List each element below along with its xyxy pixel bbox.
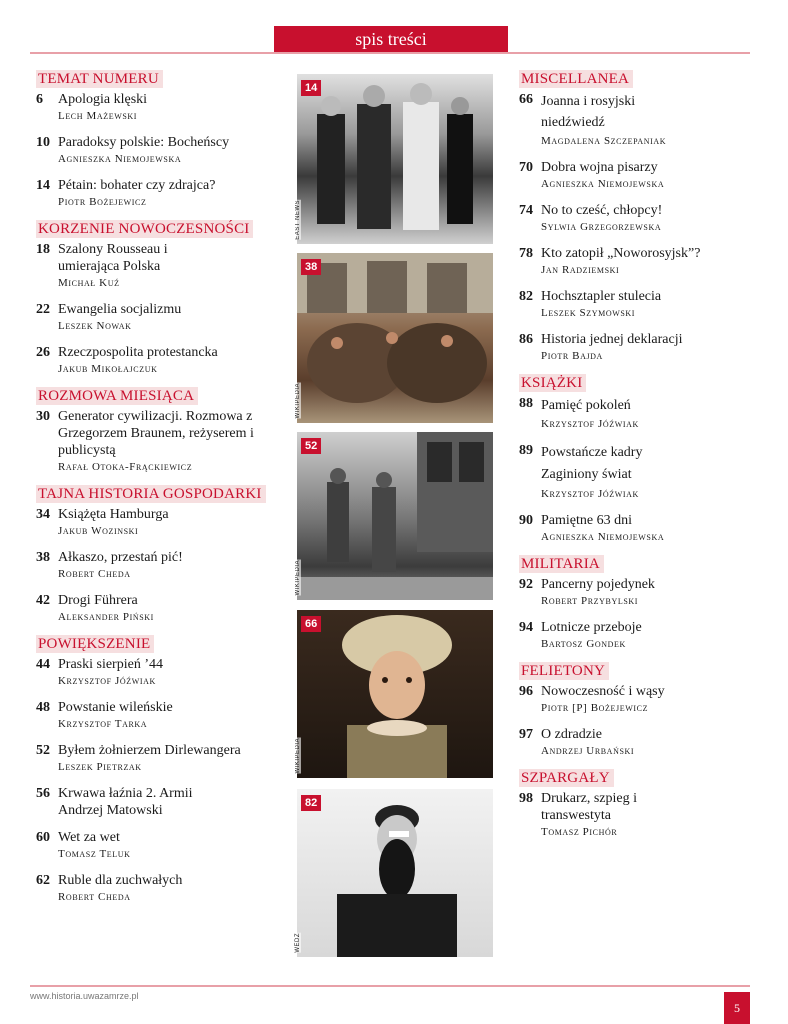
article-title: Powstanie wileńskie xyxy=(58,700,173,715)
toc-entry[interactable] xyxy=(519,576,754,609)
article-title: Praski sierpień ’44 xyxy=(58,657,163,672)
page-number: 6 xyxy=(36,92,43,107)
toc-entry[interactable] xyxy=(519,726,754,759)
toc-entry[interactable] xyxy=(519,683,754,716)
toc-entry[interactable] xyxy=(519,288,754,321)
page-number: 18 xyxy=(36,242,50,257)
page-number: 89 xyxy=(519,443,533,458)
page-number: 97 xyxy=(519,727,533,742)
section-heading: MISCELLANEA xyxy=(519,70,633,88)
article-author: Jan Radziemski xyxy=(541,264,620,276)
section-heading: KSIĄŻKI xyxy=(519,374,586,392)
page-number-box xyxy=(724,992,750,1024)
article-title: Krwawa łaźnia 2. Armii xyxy=(58,786,193,801)
article-author: Bartosz Gondek xyxy=(541,638,626,650)
photo-portrait-woman[interactable] xyxy=(297,610,493,778)
section-rozmowa-miesiaca xyxy=(36,387,276,475)
article-author: Andrzej Urbański xyxy=(541,745,635,757)
article-author: Lech Mażewski xyxy=(58,110,138,122)
toc-entry[interactable] xyxy=(519,159,754,192)
toc-entry[interactable] xyxy=(36,742,276,775)
article-title: Książęta Hamburga xyxy=(58,507,169,522)
article-author: Robert Cheda xyxy=(58,568,131,580)
page-badge: 66 xyxy=(301,616,321,632)
article-author: Piotr Bajda xyxy=(541,350,603,362)
article-author: Krzysztof Tarka xyxy=(58,718,148,730)
toc-entry[interactable] xyxy=(36,301,276,334)
section-heading: TAJNA HISTORIA GOSPODARKI xyxy=(36,485,266,503)
photo-credit: WIKIPEDIA xyxy=(295,383,301,419)
article-title: Szalony Rousseau i umierająca Polska xyxy=(58,242,168,274)
page-number: 78 xyxy=(519,246,533,261)
page-number: 30 xyxy=(36,409,50,424)
page-badge: 38 xyxy=(301,259,321,275)
article-author: Rafał Otoka-Frąckiewicz xyxy=(58,461,193,473)
toc-entry[interactable] xyxy=(519,331,754,364)
article-title: Pétain: bohater czy zdrajca? xyxy=(58,178,216,193)
page-number: 38 xyxy=(36,550,50,565)
page-badge: 14 xyxy=(301,80,321,96)
toc-entry[interactable] xyxy=(519,512,754,545)
page-number: 96 xyxy=(519,684,533,699)
toc-entry[interactable] xyxy=(519,245,754,278)
toc-entry[interactable] xyxy=(36,506,276,539)
toc-entry[interactable] xyxy=(36,408,276,475)
article-author: Krzysztof Jóźwiak xyxy=(541,418,639,430)
article-title: O zdradzie xyxy=(541,727,603,742)
section-temat-numeru xyxy=(36,70,276,210)
page-number: 62 xyxy=(36,873,50,888)
article-title: Byłem żołnierzem Dirlewangera xyxy=(58,743,241,758)
article-title: Historia jednej deklaracji xyxy=(541,332,683,347)
bottom-divider xyxy=(30,985,750,987)
article-author: Tomasz Teluk xyxy=(58,848,131,860)
left-column xyxy=(36,70,276,915)
section-title-bar xyxy=(274,26,508,53)
section-heading: MILITARIA xyxy=(519,555,604,573)
photo-soldiers-illustration xyxy=(297,432,493,600)
article-title: Generator cywilizacji. Rozmowa z Grzegorzem Braunem, reżyserem i publicystą xyxy=(58,409,254,458)
photo-credit: WEDŻ xyxy=(295,933,301,953)
article-title: Powstańcze kadry Zaginiony świat xyxy=(541,445,643,482)
photo-officers[interactable] xyxy=(297,74,493,244)
toc-entry[interactable] xyxy=(36,177,276,210)
section-heading: SZPARGAŁY xyxy=(519,769,614,787)
article-author: Aleksander Piński xyxy=(58,611,154,623)
toc-entry[interactable] xyxy=(519,395,754,432)
section-korzenie-nowoczesnosci xyxy=(36,220,276,377)
article-title: Hochsztapler stulecia xyxy=(541,289,662,304)
page-number: 74 xyxy=(519,203,533,218)
page-number: 60 xyxy=(36,830,50,845)
article-author: Agnieszka Niemojewska xyxy=(58,153,182,165)
article-title: Pamięć pokoleń xyxy=(541,398,631,413)
article-title: Dobra wojna pisarzy xyxy=(541,160,658,175)
page-number: 22 xyxy=(36,302,50,317)
article-title: Apologia klęski xyxy=(58,92,148,107)
footer-url[interactable]: www.historia.uwazamrze.pl xyxy=(30,991,139,1001)
right-column xyxy=(519,70,754,850)
toc-entry[interactable] xyxy=(36,785,276,819)
toc-entry[interactable] xyxy=(36,872,276,905)
article-title: Pancerny pojedynek xyxy=(541,577,655,592)
toc-entry[interactable] xyxy=(36,549,276,582)
article-title: Ruble dla zuchwałych xyxy=(58,873,183,888)
section-miscellanea xyxy=(519,70,754,364)
article-author: Krzysztof Jóźwiak xyxy=(541,488,639,500)
page-number: 10 xyxy=(36,135,50,150)
article-title: Joanna i rosyjski niedźwiedź xyxy=(541,94,636,130)
toc-entry[interactable] xyxy=(36,91,276,124)
toc-entry[interactable] xyxy=(519,790,754,840)
section-tajna-historia-gospodarki xyxy=(36,485,276,625)
photo-painting-crowd[interactable] xyxy=(297,253,493,423)
article-author: Leszek Nowak xyxy=(58,320,132,332)
page-number: 52 xyxy=(36,743,50,758)
article-title: No to cześć, chłopcy! xyxy=(541,203,663,218)
article-author: Robert Cheda xyxy=(58,891,131,903)
section-ksiazki xyxy=(519,374,754,545)
article-title: Drogi Führera xyxy=(58,593,138,608)
article-author: Jakub Mikołajczuk xyxy=(58,363,158,375)
page-number: 56 xyxy=(36,786,50,801)
article-author: Piotr Bożejewicz xyxy=(58,196,147,208)
section-szpargaly xyxy=(519,769,754,840)
page-number: 48 xyxy=(36,700,50,715)
article-title: Paradoksy polskie: Bocheńscy xyxy=(58,135,230,150)
page-number: 86 xyxy=(519,332,533,347)
article-title: Wet za wet xyxy=(58,830,120,845)
page-number: 90 xyxy=(519,513,533,528)
page-number: 34 xyxy=(36,507,50,522)
article-author: Leszek Szymowski xyxy=(541,307,636,319)
toc-entry[interactable] xyxy=(36,699,276,732)
article-title: Ałkaszo, przestań pić! xyxy=(58,550,183,565)
article-author: Krzysztof Jóźwiak xyxy=(58,675,156,687)
article-title: Ewangelia socjalizmu xyxy=(58,302,182,317)
toc-entry[interactable] xyxy=(36,656,276,689)
article-author: Michał Kuź xyxy=(58,277,120,289)
section-heading: KORZENIE NOWOCZESNOŚCI xyxy=(36,220,253,238)
article-author: Leszek Pietrzak xyxy=(58,761,142,773)
section-felietony xyxy=(519,662,754,759)
page-number: 88 xyxy=(519,396,533,411)
page-number: 26 xyxy=(36,345,50,360)
toc-entry[interactable] xyxy=(36,829,276,862)
article-author: Magdalena Szczepaniak xyxy=(541,135,667,147)
article-title: Nowoczesność i wąsy xyxy=(541,684,665,699)
page-number: 82 xyxy=(519,289,533,304)
article-author: Andrzej Matowski xyxy=(58,803,163,818)
page-badge: 52 xyxy=(301,438,321,454)
section-title: spis treści xyxy=(355,29,427,49)
page-number: 66 xyxy=(519,92,533,107)
article-author: Jakub Wozinski xyxy=(58,525,139,537)
toc-entry[interactable] xyxy=(519,442,754,502)
section-heading: ROZMOWA MIESIĄCA xyxy=(36,387,198,405)
page-number: 70 xyxy=(519,160,533,175)
article-title: Drukarz, szpieg i transwestyta xyxy=(541,791,638,823)
photo-soldiers[interactable] xyxy=(297,432,493,600)
toc-entry[interactable] xyxy=(519,202,754,235)
article-author: Piotr [P] Bożejewicz xyxy=(541,702,649,714)
photo-credit: EAST NEWS xyxy=(295,200,301,240)
page-number-label: 5 xyxy=(734,1001,740,1015)
article-author: Tomasz Pichór xyxy=(541,826,618,838)
section-militaria xyxy=(519,555,754,652)
toc-entry[interactable] xyxy=(519,91,754,149)
page-number: 14 xyxy=(36,178,50,193)
page-number: 42 xyxy=(36,593,50,608)
photo-bearded-man[interactable] xyxy=(297,789,493,957)
toc-entry[interactable] xyxy=(519,619,754,652)
toc-entry[interactable] xyxy=(36,241,276,291)
page-number: 98 xyxy=(519,791,533,806)
section-heading: TEMAT NUMERU xyxy=(36,70,163,88)
article-title: Lotnicze przeboje xyxy=(541,620,642,635)
article-author: Agnieszka Niemojewska xyxy=(541,178,665,190)
section-powiekszenie xyxy=(36,635,276,905)
page-number: 94 xyxy=(519,620,533,635)
photo-credit: WIKIPEDIA xyxy=(295,738,301,774)
article-author: Agnieszka Niemojewska xyxy=(541,531,665,543)
toc-entry[interactable] xyxy=(36,344,276,377)
section-heading: FELIETONY xyxy=(519,662,609,680)
article-author: Robert Przybylski xyxy=(541,595,639,607)
article-title: Pamiętne 63 dni xyxy=(541,513,632,528)
photo-portrait-illustration xyxy=(297,610,493,778)
toc-entry[interactable] xyxy=(36,592,276,625)
article-title: Kto zatopił „Noworosyjsk”? xyxy=(541,246,701,261)
section-heading: POWIĘKSZENIE xyxy=(36,635,154,653)
photo-man-illustration xyxy=(297,789,493,957)
article-author: Sylwia Grzegorzewska xyxy=(541,221,662,233)
photo-officers-illustration xyxy=(297,74,493,244)
toc-entry[interactable] xyxy=(36,134,276,167)
photo-credit: WIKIPEDIA xyxy=(295,560,301,596)
article-title: Rzeczpospolita protestancka xyxy=(58,345,218,360)
page-number: 92 xyxy=(519,577,533,592)
photo-crowd-illustration xyxy=(297,253,493,423)
page-badge: 82 xyxy=(301,795,321,811)
top-divider xyxy=(30,52,750,54)
page-number: 44 xyxy=(36,657,50,672)
